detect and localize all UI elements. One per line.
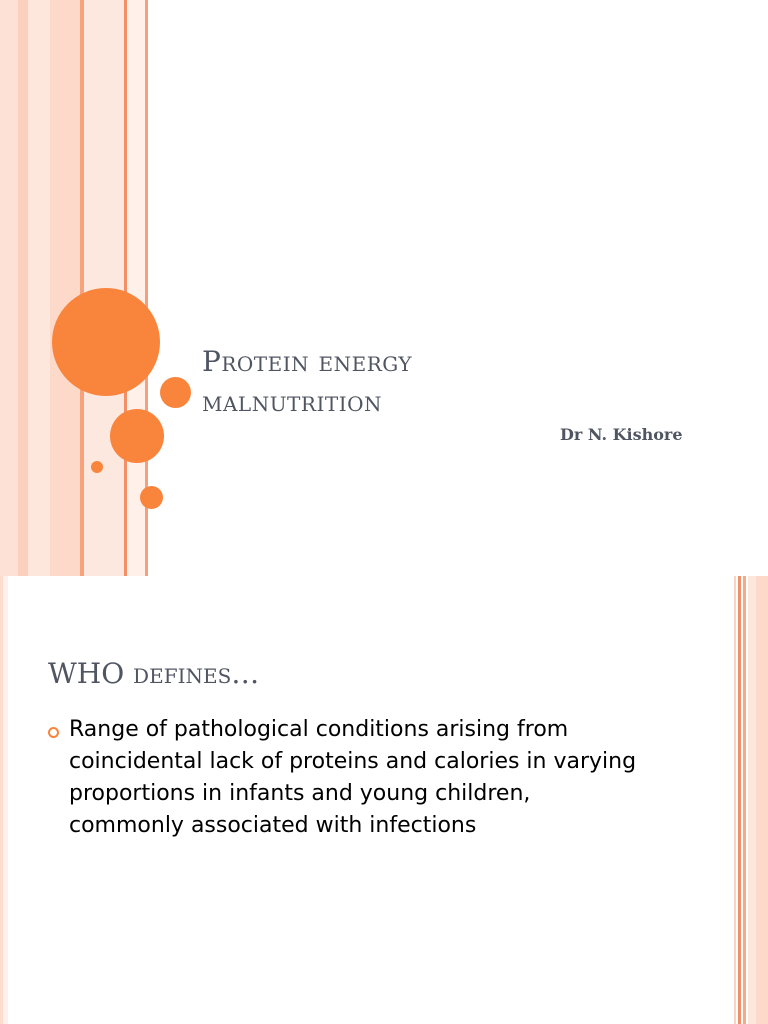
decor-stripe: [28, 0, 50, 576]
bullet-circle-icon: [48, 727, 59, 738]
decor-stripe: [738, 576, 741, 1024]
slide-title-line1: Protein energy: [202, 345, 413, 378]
content-slide: [0, 576, 768, 1024]
decor-stripe: [18, 0, 28, 576]
slide-title-line2: malnutrition: [202, 385, 382, 418]
decor-stripe: [3, 576, 8, 1024]
decor-circle-small: [140, 486, 163, 509]
decor-stripe: [743, 576, 746, 1024]
decor-stripe: [0, 0, 18, 576]
slide-title: [202, 342, 622, 422]
decor-circle-medium: [160, 377, 191, 408]
decor-circle-large: [52, 288, 160, 396]
author-name: Dr N. Kishore: [560, 425, 683, 444]
bullet-text: Range of pathological conditions arising from coincidental lack of proteins and calories in varying proportions in infants and young children, commonly associated with infections: [69, 717, 637, 838]
decor-stripe: [50, 0, 80, 576]
decor-circle-medium: [110, 409, 164, 463]
decor-stripe: [756, 576, 768, 1024]
bullet-list: [48, 714, 648, 842]
decor-circle-small: [91, 461, 103, 473]
decor-stripe: [748, 576, 756, 1024]
slide-heading: WHO defines…: [48, 657, 260, 690]
decor-stripe: [734, 576, 736, 1024]
